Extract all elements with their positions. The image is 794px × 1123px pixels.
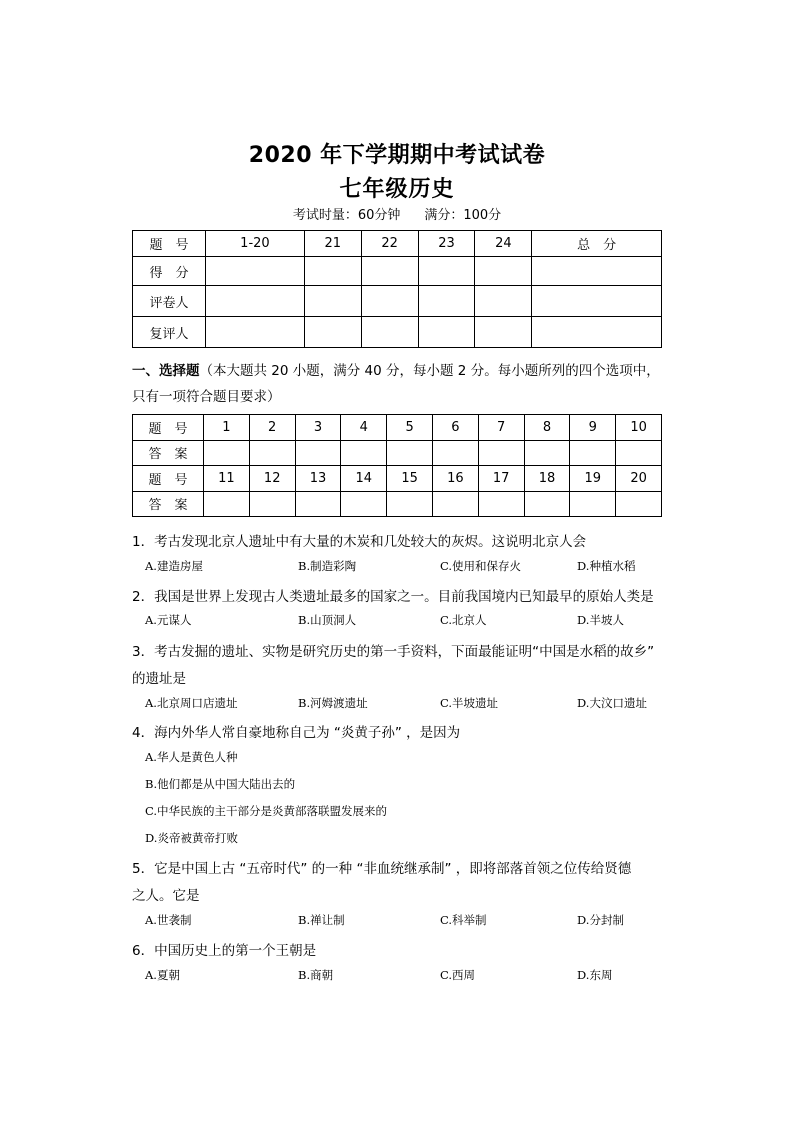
- answer-cell[interactable]: [249, 440, 295, 466]
- answer-cell[interactable]: [616, 440, 662, 466]
- option-d[interactable]: D.分封制: [577, 913, 624, 927]
- option-a[interactable]: A.世袭制: [145, 913, 192, 927]
- score-table-row: [133, 317, 662, 348]
- score-cell[interactable]: [361, 317, 418, 348]
- option-a[interactable]: A.北京周口店遗址: [145, 696, 238, 710]
- answer-row-label: 题 号: [133, 466, 204, 492]
- question-3-stem-cont: 的遗址是: [132, 671, 186, 687]
- answer-cell[interactable]: [524, 491, 570, 517]
- score-cell[interactable]: [361, 257, 418, 286]
- question-number: 9: [570, 415, 616, 441]
- option-c[interactable]: C.北京人: [440, 613, 487, 627]
- option-c[interactable]: C.使用和保存火: [440, 559, 522, 573]
- answer-cell[interactable]: [204, 440, 250, 466]
- answer-table: [132, 414, 662, 517]
- score-header-cell: 题 号: [133, 231, 206, 257]
- score-header-cell: 21: [304, 231, 361, 257]
- answer-cell[interactable]: [478, 440, 524, 466]
- score-table-row: [133, 286, 662, 317]
- exam-subtitle: 七年级历史: [339, 177, 455, 202]
- answer-cell[interactable]: [295, 440, 341, 466]
- score-cell[interactable]: [418, 286, 475, 317]
- score-header-cell: 22: [361, 231, 418, 257]
- question-number: 12: [249, 466, 295, 492]
- score-table-row: [133, 257, 662, 286]
- answer-cell[interactable]: [432, 491, 478, 517]
- option-b[interactable]: B.河姆渡遗址: [298, 696, 368, 710]
- option-d[interactable]: D.种植水稻: [577, 559, 636, 573]
- answer-row-label: 题 号: [133, 415, 204, 441]
- answer-row-label: 答 案: [133, 440, 204, 466]
- question-number: 18: [524, 466, 570, 492]
- question-number: 15: [387, 466, 433, 492]
- question-number: 4: [341, 415, 387, 441]
- score-cell[interactable]: [304, 286, 361, 317]
- score-header-cell: 24: [475, 231, 532, 257]
- question-3-stem: 3．考古发掘的遗址、实物是研究历史的第一手资料，下面最能证明“中国是水稻的故乡”: [132, 644, 655, 660]
- option-d[interactable]: D.炎帝被黄帝打败: [145, 831, 238, 845]
- answer-cell[interactable]: [341, 491, 387, 517]
- option-d[interactable]: D.大汶口遗址: [577, 696, 647, 710]
- answer-row-label: 答 案: [133, 491, 204, 517]
- score-cell[interactable]: [206, 257, 305, 286]
- question-number: 17: [478, 466, 524, 492]
- answer-cell[interactable]: [387, 491, 433, 517]
- answer-cell[interactable]: [478, 491, 524, 517]
- question-number: 7: [478, 415, 524, 441]
- question-number: 11: [204, 466, 250, 492]
- score-cell[interactable]: [532, 257, 662, 286]
- answer-cell[interactable]: [570, 440, 616, 466]
- exam-title: 2020 年下学期期中考试试卷: [248, 143, 546, 168]
- score-cell[interactable]: [475, 286, 532, 317]
- score-cell[interactable]: [361, 286, 418, 317]
- option-b[interactable]: B.山顶洞人: [298, 613, 357, 627]
- score-cell[interactable]: [532, 286, 662, 317]
- answer-number-row: [133, 466, 662, 492]
- question-number: 14: [341, 466, 387, 492]
- answer-cell[interactable]: [204, 491, 250, 517]
- question-number: 8: [524, 415, 570, 441]
- score-cell[interactable]: [418, 317, 475, 348]
- answer-cell[interactable]: [524, 440, 570, 466]
- question-number: 1: [204, 415, 250, 441]
- option-d[interactable]: D.半坡人: [577, 613, 624, 627]
- score-header-cell: 23: [418, 231, 475, 257]
- score-row-label: 得 分: [133, 257, 206, 286]
- question-number: 20: [616, 466, 662, 492]
- option-c[interactable]: C.西周: [440, 968, 476, 982]
- option-a[interactable]: A.元谋人: [145, 613, 192, 627]
- option-c[interactable]: C.中华民族的主干部分是炎黄部落联盟发展来的: [145, 804, 388, 818]
- option-b[interactable]: B.他们都是从中国大陆出去的: [145, 777, 296, 791]
- score-cell[interactable]: [475, 257, 532, 286]
- section-desc-line1: （本大题共 20 小题，满分 40 分，每小题 2 分。每小题所列的四个选项中，: [199, 363, 660, 379]
- answer-cell[interactable]: [570, 491, 616, 517]
- option-b[interactable]: B.禅让制: [298, 913, 345, 927]
- question-2-stem: 2．我国是世界上发现古人类遗址最多的国家之一。目前我国境内已知最早的原始人类是: [132, 589, 654, 605]
- answer-cell[interactable]: [432, 440, 478, 466]
- question-number: 2: [249, 415, 295, 441]
- section-heading: 一、选择题: [132, 363, 200, 379]
- question-number: 10: [616, 415, 662, 441]
- answer-cell[interactable]: [249, 491, 295, 517]
- question-number: 16: [432, 466, 478, 492]
- question-5-stem: 5．它是中国上古 “五帝时代” 的一种 “非血统继承制” ，即将部落首领之位传给贤德: [132, 861, 632, 877]
- option-a[interactable]: A.华人是黄色人种: [145, 750, 238, 764]
- question-number: 3: [295, 415, 341, 441]
- score-header-cell: 1-20: [206, 231, 305, 257]
- score-cell[interactable]: [304, 257, 361, 286]
- question-number: 13: [295, 466, 341, 492]
- answer-row: [133, 491, 662, 517]
- score-cell[interactable]: [304, 317, 361, 348]
- answer-cell[interactable]: [341, 440, 387, 466]
- score-cell[interactable]: [206, 317, 305, 348]
- question-number: 5: [387, 415, 433, 441]
- question-1-stem: 1．考古发现北京人遗址中有大量的木炭和几处较大的灰烬。这说明北京人会: [132, 534, 587, 550]
- score-cell[interactable]: [418, 257, 475, 286]
- answer-number-row: [133, 415, 662, 441]
- option-b[interactable]: B.商朝: [298, 968, 334, 982]
- score-table-header-row: [133, 231, 662, 257]
- option-a[interactable]: A.建造房屋: [145, 559, 203, 573]
- score-row-label: 复评人: [133, 317, 206, 348]
- section-intro: [132, 358, 672, 410]
- score-row-label: 评卷人: [133, 286, 206, 317]
- exam-full-score: 满分：100分: [424, 208, 502, 223]
- option-c[interactable]: C.科举制: [440, 913, 487, 927]
- exam-time: 考试时量：60分钟: [292, 208, 401, 223]
- section-desc-line2: 只有一项符合题目要求）: [132, 389, 281, 405]
- question-4-stem: 4．海内外华人常自豪地称自己为 “炎黄子孙” ，是因为: [132, 725, 461, 741]
- exam-info: [0, 204, 794, 223]
- question-number: 19: [570, 466, 616, 492]
- answer-cell[interactable]: [616, 491, 662, 517]
- option-a[interactable]: A.夏朝: [145, 968, 180, 982]
- score-table: [132, 230, 662, 348]
- option-d[interactable]: D.东周: [577, 968, 613, 982]
- option-b[interactable]: B.制造彩陶: [298, 559, 357, 573]
- score-header-cell: 总 分: [532, 231, 662, 257]
- answer-cell[interactable]: [295, 491, 341, 517]
- question-5-stem-cont: 之人。它是: [132, 888, 200, 904]
- score-cell[interactable]: [532, 317, 662, 348]
- option-c[interactable]: C.半坡遗址: [440, 696, 499, 710]
- score-cell[interactable]: [475, 317, 532, 348]
- answer-cell[interactable]: [387, 440, 433, 466]
- question-6-stem: 6．中国历史上的第一个王朝是: [132, 943, 317, 959]
- answer-row: [133, 440, 662, 466]
- question-number: 6: [432, 415, 478, 441]
- score-cell[interactable]: [206, 286, 305, 317]
